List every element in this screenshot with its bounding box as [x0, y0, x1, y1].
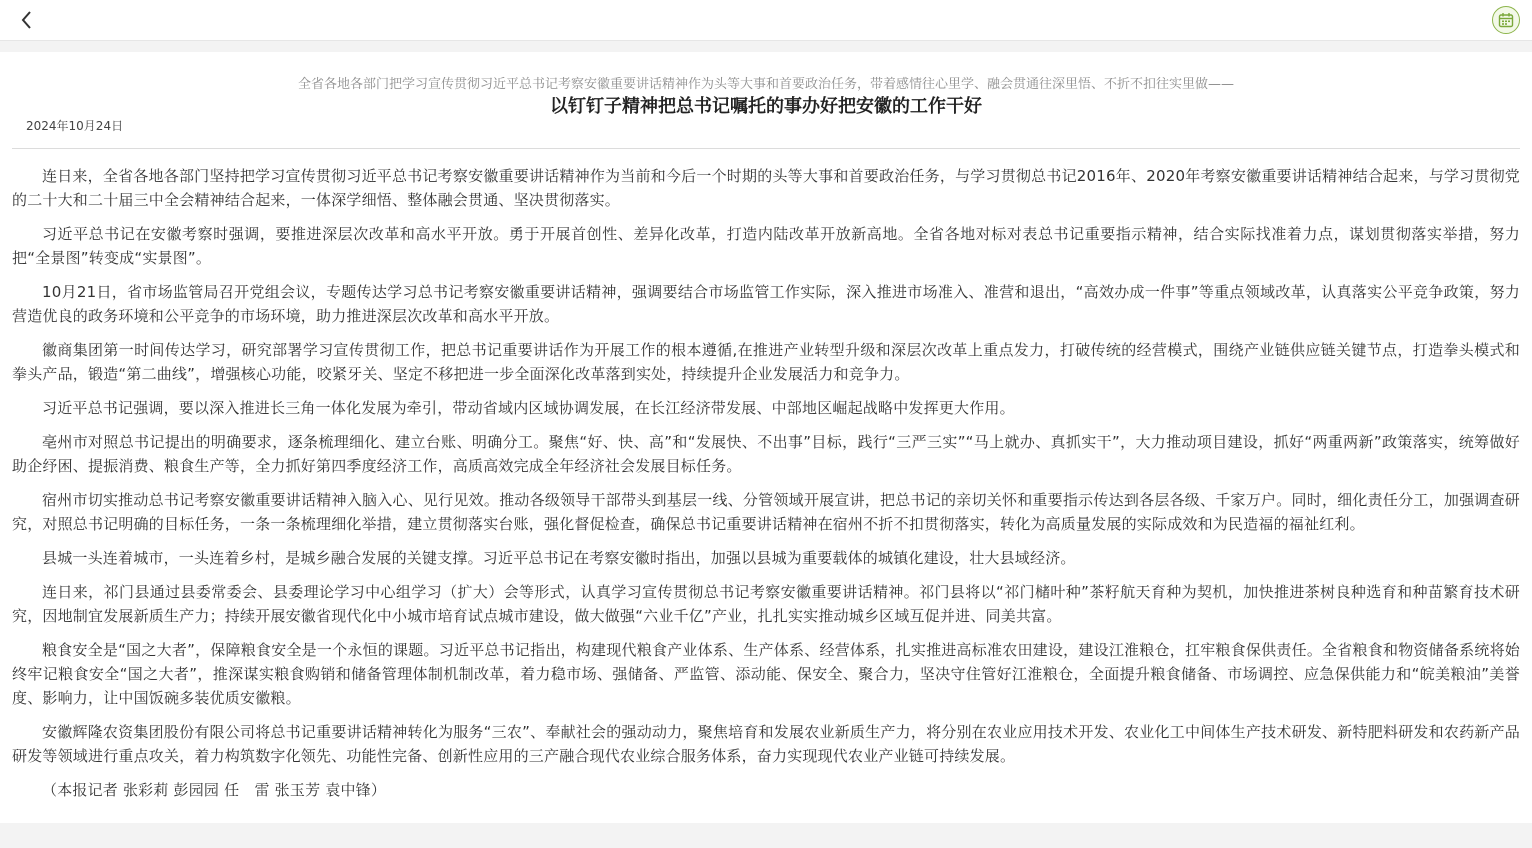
article-paragraph: 徽商集团第一时间传达学习，研究部署学习宣传贯彻工作，把总书记重要讲话作为开展工作的根本遵循,在推进产业转型升级和深层次改革上重点发力，打破传统的经营模式，围绕产业链供应链关键节点，打造拳头模式和拳头产品，锻造“第二曲线”，增强核心功能，咬紧牙关、坚定不移把进一步全面深化改革落到实处，持续提升企业发展活力和竞争力。: [12, 341, 1520, 383]
article-container: [0, 52, 1532, 823]
chevron-left-icon: [14, 8, 38, 32]
article-kicker: 全省各地各部门把学习宣传贯彻习近平总书记考察安徽重要讲话精神作为头等大事和首要政治任务，带着感情往心里学、融会贯通往深里悟、不折不扣往实里做——: [297, 77, 1234, 92]
article-paragraph: 粮食安全是“国之大者”，保障粮食安全是一个永恒的课题。习近平总书记指出，构建现代粮食产业体系、生产体系、经营体系，扎实推进高标准农田建设，建设江淮粮仓，扛牢粮食保供责任。全省粮食和物资储备系统将始终牢记粮食安全“国之大者”，推深谋实粮食购销和储备管理体制机制改革，着力稳市场、强储备、严监管、添动能、保安全、聚合力，坚决守住管好江淮粮仓，全面提升粮食储备、市场调控、应急保供能力和“皖美粮油”美誉度、影响力，让中国饭碗多装优质安徽粮。: [12, 641, 1520, 707]
top-navigation-bar: [0, 0, 1532, 41]
article-date: 2024年10月24日: [26, 119, 124, 133]
article-paragraph: 亳州市对照总书记提出的明确要求，逐条梳理细化、建立台账、明确分工。聚焦“好、快、高”和“发展快、不出事”目标，践行“三严三实”“马上就办、真抓实干”，大力推动项目建设，抓好“两重两新”政策落实，统筹做好助企纾困、提振消费、粮食生产等，全力抓好第四季度经济工作，高质高效完成全年经济社会发展目标任务。: [12, 433, 1520, 475]
calendar-button[interactable]: [1492, 6, 1520, 34]
article-body: [12, 164, 1520, 812]
article-paragraph: 安徽辉隆农资集团股份有限公司将总书记重要讲话精神转化为服务“三农”、奉献社会的强动动力，聚焦培育和发展农业新质生产力，将分别在农业应用技术开发、农业化工中间体生产技术研发、新特肥料研发和农药新产品研发等领域进行重点攻关，着力构筑数字化领先、功能性完备、创新性应用的三产融合现代农业综合服务体系，奋力实现现代农业产业链可持续发展。: [12, 723, 1520, 765]
header-divider: [12, 148, 1520, 149]
article-paragraph: 宿州市切实推动总书记考察安徽重要讲话精神入脑入心、见行见效。推动各级领导干部带头到基层一线、分管领域开展宣讲，把总书记的亲切关怀和重要指示传达到各层各级、千家万户。同时，细化责任分工，加强调查研究，对照总书记明确的目标任务，一条一条梳理细化举措，建立贯彻落实台账，强化督促检查，确保总书记重要讲话精神在宿州不折不扣贯彻落实，转化为高质量发展的实际成效和为民造福的福祉红利。: [12, 491, 1520, 533]
article-paragraph: 习近平总书记在安徽考察时强调，要推进深层次改革和高水平开放。勇于开展首创性、差异化改革，打造内陆改革开放新高地。全省各地对标对表总书记重要指示精神，结合实际找准着力点，谋划贯彻落实举措，努力把“全景图”转变成“实景图”。: [12, 225, 1520, 267]
article-paragraph: 连日来，全省各地各部门坚持把学习宣传贯彻习近平总书记考察安徽重要讲话精神作为当前和今后一个时期的头等大事和首要政治任务，与学习贯彻总书记2016年、2020年考察安徽重要讲话精神结合起来，与学习贯彻党的二十大和二十届三中全会精神结合起来，一体深学细悟、整体融会贯通、坚决贯彻落实。: [12, 167, 1520, 209]
calendar-icon: [1498, 12, 1514, 28]
article-paragraph: 10月21日，省市场监管局召开党组会议，专题传达学习总书记考察安徽重要讲话精神，强调要结合市场监管工作实际，深入推进市场准入、准营和退出，“高效办成一件事”等重点领域改革，认真落实公平竞争政策，努力营造优良的政务环境和公平竞争的市场环境，助力推进深层次改革和高水平开放。: [12, 283, 1520, 325]
back-button[interactable]: [14, 8, 38, 32]
article-headline: 以钉钉子精神把总书记嘱托的事办好把安徽的工作干好: [550, 96, 982, 117]
article-paragraph: 习近平总书记强调，要以深入推进长三角一体化发展为牵引，带动省域内区域协调发展，在长江经济带发展、中部地区崛起战略中发挥更大作用。: [42, 399, 1015, 417]
article-paragraph: 县城一头连着城市，一头连着乡村，是城乡融合发展的关键支撑。习近平总书记在考察安徽时指出，加强以县城为重要载体的城镇化建设，壮大县域经济。: [42, 549, 1076, 567]
article-credit: （本报记者 张彩莉 彭园园 任 雷 张玉芳 袁中锋）: [42, 781, 387, 799]
article-paragraph: 连日来，祁门县通过县委常委会、县委理论学习中心组学习（扩大）会等形式，认真学习宣传贯彻总书记考察安徽重要讲话精神。祁门县将以“祁门槠叶种”茶籽航天育种为契机，加快推进茶树良种选育和种苗繁育技术研究，因地制宜发展新质生产力；持续开展安徽省现代化中小城市培育试点城市建设，做大做强“六业千亿”产业，扎扎实实推动城乡区域互促并进、同美共富。: [12, 583, 1520, 625]
